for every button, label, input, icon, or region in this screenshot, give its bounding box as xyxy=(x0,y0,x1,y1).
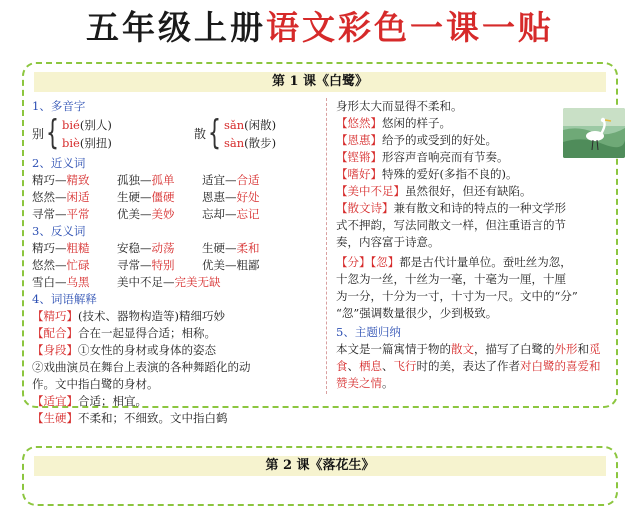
explanation-line: 十忽为一丝，十丝为一毫，十毫为一厘，十厘 xyxy=(336,272,566,286)
explanation-line: 【散文诗】兼有散文和诗的特点的一种文学形 xyxy=(336,201,566,215)
explanation-line: 【配合】合在一起显得合适；相称。 xyxy=(32,326,216,340)
explanation-line: “忽”强调数量很少，少到极致。 xyxy=(336,306,498,320)
right-column xyxy=(336,98,608,392)
lesson-card xyxy=(22,62,618,425)
lesson-header: 第 1 课《白鹭》 xyxy=(34,72,606,92)
explanation-line: 【铿锵】形容声音响亮而有节奏。 xyxy=(336,150,509,164)
egret-illustration xyxy=(563,108,625,158)
section-title-synonyms: 2、近义词 xyxy=(32,156,86,170)
section-title-theme: 5、主题归纳 xyxy=(336,325,401,339)
polyphonic-block xyxy=(32,115,320,155)
section-title-antonyms: 3、反义词 xyxy=(32,224,86,238)
polyphonic-reading: sǎn(闲散) xyxy=(224,118,277,132)
explanation-line: 【恩惠】给予的或受到的好处。 xyxy=(336,133,497,147)
explanation-line: 奏，内容富于诗意。 xyxy=(336,235,440,249)
egret-photo xyxy=(563,108,625,158)
synonym-row: 寻常—平常 优美—美妙 忘却—忘记 xyxy=(32,207,260,221)
explanation-line: 【悠然】悠闲的样子。 xyxy=(336,116,451,130)
section-title-explanations: 4、词语解释 xyxy=(32,292,97,306)
brace-icon: { xyxy=(208,113,221,153)
explanation-line: 【身段】①女性的身材或身体的姿态 xyxy=(32,343,216,357)
synonym-row: 精巧—精致 孤独—孤单 适宜—合适 xyxy=(32,173,260,187)
antonym-row: 悠然—忙碌 寻常—特别 优美—粗鄙 xyxy=(32,258,260,272)
lesson-card xyxy=(22,446,618,506)
polyphonic-char: 别 xyxy=(32,127,45,141)
polyphonic-reading: bié(别人) xyxy=(62,118,112,132)
explanation-line: 身形太大而显得不柔和。 xyxy=(336,99,463,113)
page-title xyxy=(0,8,640,48)
polyphonic-reading: sàn(散步) xyxy=(224,136,277,150)
explanation-line: 为一分，十分为一寸，十寸为一尺。文中的“分” xyxy=(336,289,578,303)
explanation-line: 作。文中指白鹭的身材。 xyxy=(32,377,159,391)
brace-icon: { xyxy=(46,113,59,153)
polyphonic-char: 散 xyxy=(194,127,207,141)
explanation-line: 【生硬】不柔和；不细致。文中指白鹤 xyxy=(32,411,228,425)
page-title-subject: 语文彩色一课一贴 xyxy=(266,8,554,47)
page-title-grade: 五年级上册 xyxy=(86,8,266,47)
explanation-line: 式不押韵，写法同散文一样，但注重语言的节 xyxy=(336,218,566,232)
column-divider xyxy=(326,98,327,394)
explanation-line: 【分】【忽】都是古代计量单位。蚕吐丝为忽， xyxy=(336,255,572,269)
polyphonic-reading: biè(别扭) xyxy=(62,136,112,150)
antonym-row: 精巧—粗糙 安稳—动荡 生硬—柔和 xyxy=(32,241,260,255)
section-title-polyphonic: 1、多音字 xyxy=(32,99,86,113)
synonym-row: 悠然—闲适 生硬—僵硬 恩惠—好处 xyxy=(32,190,260,204)
theme-paragraph: 本文是一篇寓情于物的散文，描写了白鹭的外形和觅食、栖息、飞行时的美，表达了作者对白鹭的喜爱和赞美之情。 xyxy=(336,342,601,390)
explanation-line: 【精巧】(技术、器物构造等)精细巧妙 xyxy=(32,309,225,323)
left-column xyxy=(32,98,320,427)
explanation-line: 【美中不足】虽然很好，但还有缺陷。 xyxy=(336,184,532,198)
explanation-line: 【适宜】合适；相宜。 xyxy=(32,394,147,408)
explanation-line: ②戏曲演员在舞台上表演的各种舞蹈化的动 xyxy=(32,360,251,374)
antonym-row: 雪白—乌黑 美中不足—完美无缺 xyxy=(32,275,221,289)
lesson-header: 第 2 课《落花生》 xyxy=(34,456,606,476)
explanation-line: 【嗜好】特殊的爱好(多指不良的)。 xyxy=(336,167,518,181)
